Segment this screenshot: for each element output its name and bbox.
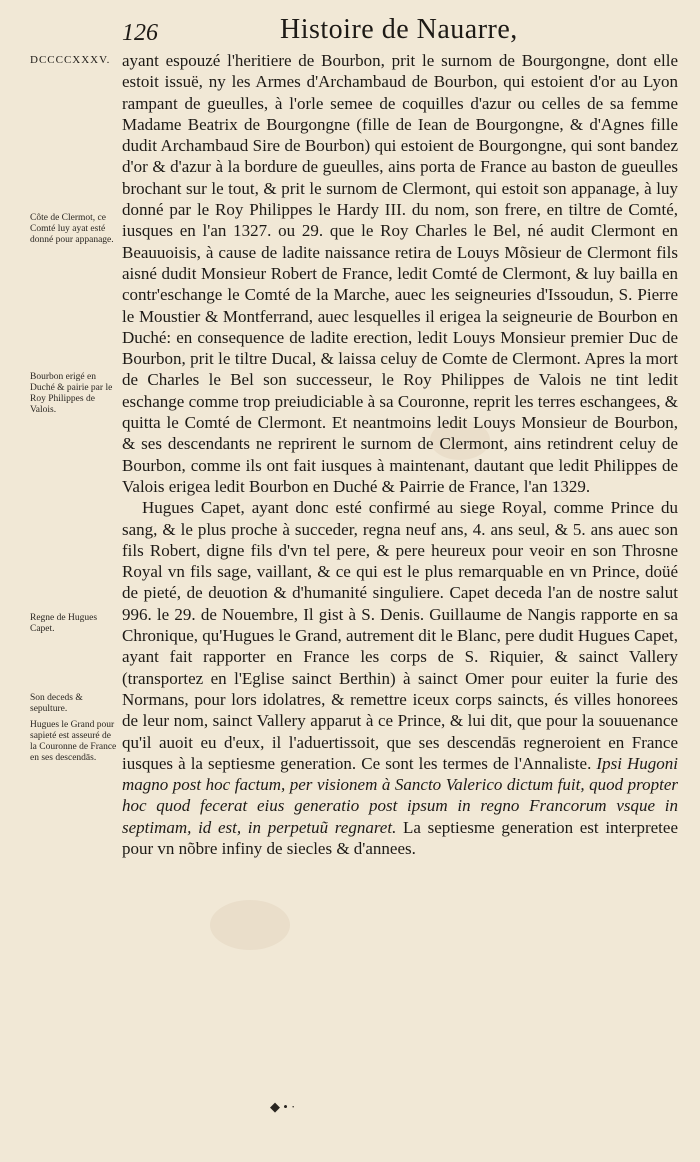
margin-note-clermont: Côte de Clermot, ce Comté luy ayat esté donné pour appanage.: [30, 213, 114, 245]
paragraph-hugues-capet: [122, 497, 678, 859]
closing-sentence: La septiesme generation est interpretee pour vn nõbre infiny de siecles & d'annees.: [122, 817, 678, 858]
page-number: 126: [122, 20, 158, 46]
running-title: Histoire de Nauarre,: [280, 14, 518, 45]
paragraph-bourbon: ayant espouzé l'heritiere de Bourbon, prit le surnom de Bourgongne, dont elle estoit issuë, ny les Armes d'Archambaud de Bourbon, qui estoient d'or au Lyon rampant de gueulles, à l'orle semee de coquilles d'azur ou celles de sa femme Madame Beatrix de Bourgongne (fille de Iean de Bourgongne, & d'Agnes fille dudit Archambaud Sire de Bourbon) qui estoient de Bourgongne, qui sont bandez d'or & d'azur à la bordure de gueulles, ains porta de France au baston de gueulles brochant sur le tout, & prit le surnom de Clermont, qui estoit son appanage, à luy donné par le Roy Philippes le Hardy III. du nom, son frere, en tiltre de Comté, iusques en l'an 1327. ou 29. que le Roy Charles le Bel, né audit Clermont en Beauuoisis, à cause de ladite naissance retira de Louys Mõsieur de Clermont fils aisné dudit Monsieur Robert de France, ledit Comté de Clermont, & luy bailla en contr'eschange le Comté de la Marche, auec les seigneuries d'Issoudun, S. Pierre le Moustier & Montferrand, auec lesquelles il erigea la seigneurie de Bourbon en Duché: en consequence de ladite erection, ledit Louys Monsieur premier Duc de Bourbon, prit le tiltre Ducal, & laissa celuy de Comte de Clermont. Apres la mort de Charles le Bel son successeur, le Roy Philippes de Valois ne tint ledit eschange comme trop preiudiciable à sa Couronne, reprit les terres eschangees, & quitta le Comté de Clermont. Et neantmoins ledit Louys Monsieur de Bourbon, & ses descendants ne reprirent le surnom de Clermont, ains retindrent celuy de Bourbon, comme ils ont fait iusques à maintenant, dautant que ledit Philippes de Valois erigea ledit Bourbon en Duché & Pairrie de France, l'an 1329.: [122, 51, 678, 496]
end-ornament: ◆ • ·: [270, 1099, 296, 1114]
latin-quote: Ipsi Hugoni magno post hoc factum, per visionem à Sancto Valerico dictum fuit, quod propter hoc quod fecerat eius generatio post ipsum in regno Francorum vsque in septimam, id est, in perpetuũ regnaret.: [122, 753, 679, 837]
margin-note-bourbon-duche: Bourbon erigé en Duché & pairie par le Roy Philippes de Valois.: [30, 372, 113, 415]
margin-note-deceds: Son deceds & sepulture.: [30, 693, 83, 714]
margin-note-hugues-le-grand: Hugues le Grand pour sapieté est asseuré de la Couronne de France en ses descendās.: [30, 720, 117, 763]
main-text: [122, 50, 678, 859]
paper-stain: [210, 900, 290, 950]
paragraph-capet-text: Hugues Capet, ayant donc esté confirmé au siege Royal, comme Prince du sang, & le plus proche à succeder, regna neuf ans, 4. ans seul, & 5. ans auec son fils Robert, digne fils d'vn tel pere, & pere heureux pour veoir en son Throsne Royal vn fils sage, vaillant, & ce qui est le plus remarquable en vn Prince, doüé de pieté, de deuotion & d'humanité singuliere. Capet deceda l'an de nostre salut 996. le 29. de Nouembre, Il gist à S. Denis. Guillaume de Nangis rapporte en sa Chronique, qu'Hugues le Grand, autrement dit le Blanc, pere dudit Hugues Capet, ayant fait rapporter en France les corps de S. Riquier, & sainct Vallery (transportez en l'Eglise sainct Berthin) à sainct Omer pour euiter la furie des Normans, pour lors idolatres, & remettre iceux corps saincts, és villes honorees de leur nom, sainct Vallery apparut à ce Prince, & lui dit, que pour la souuenance qu'il auoit eu d'eux, il l'aduertissoit, que ses descendās regneroient en France iusques à la septiesme generation. Ce sont les termes de l'Annaliste.: [122, 498, 678, 773]
margin-note-regne-capet: Regne de Hugues Capet.: [30, 613, 98, 634]
margin-year: DCCCCXXXV.: [30, 54, 111, 66]
